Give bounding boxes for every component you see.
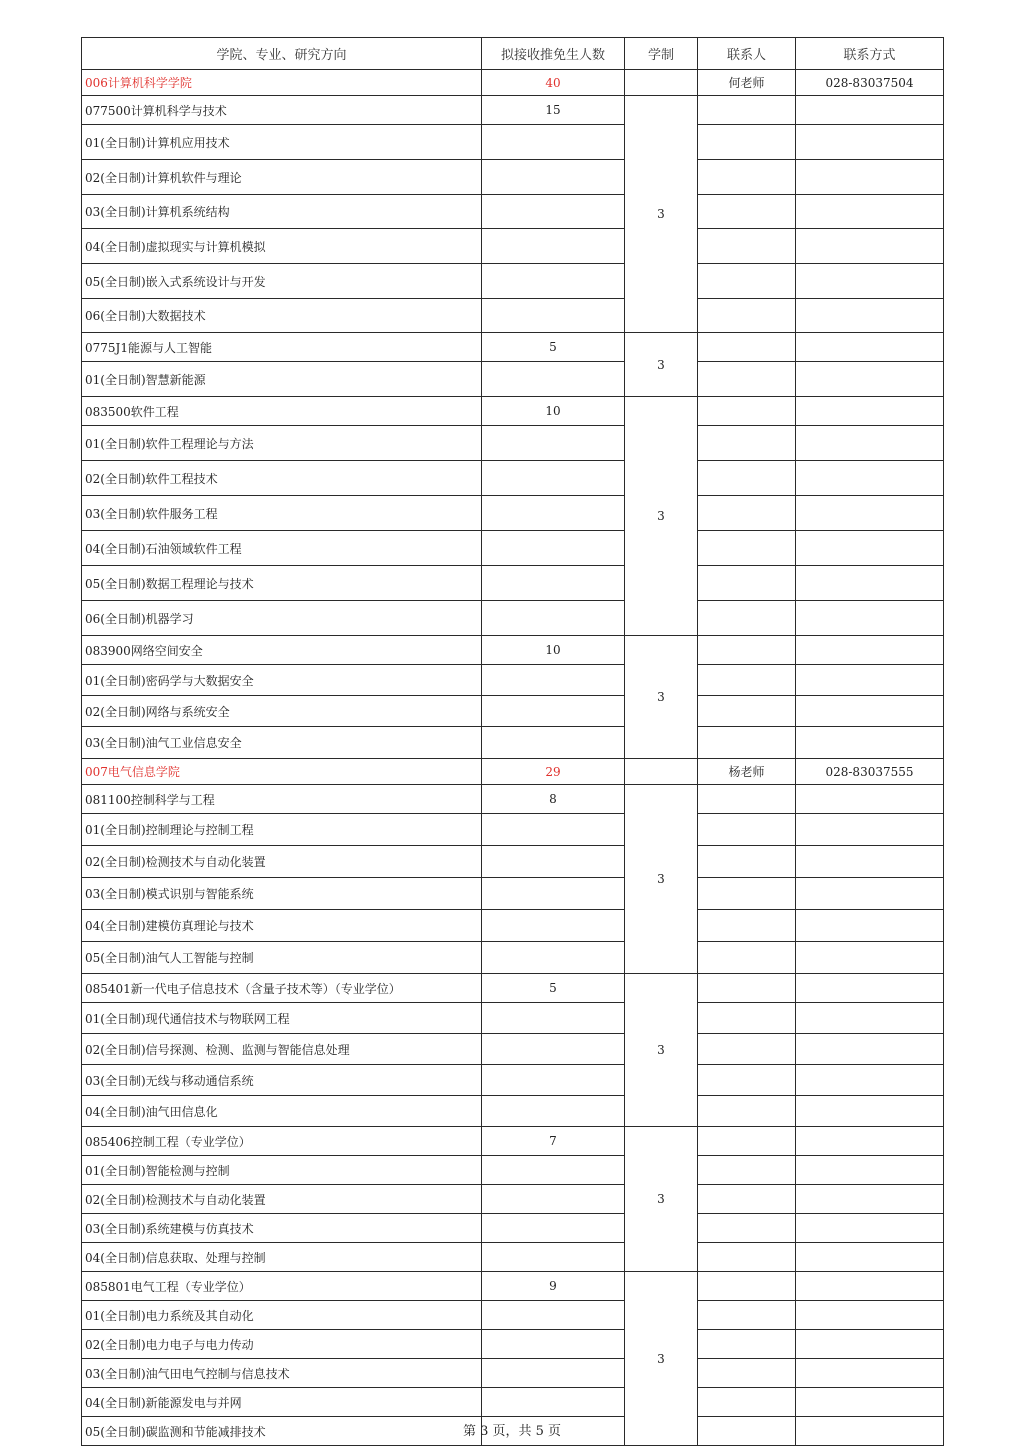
college-name: 007电气信息学院	[82, 759, 482, 785]
contact-cell	[698, 397, 796, 426]
direction-count-cell	[482, 1065, 625, 1096]
direction-name: 03(全日制)模式识别与智能系统	[82, 878, 482, 910]
phone-cell	[796, 566, 944, 601]
phone-cell	[796, 1156, 944, 1185]
direction-row	[82, 1301, 944, 1330]
contact-cell	[698, 846, 796, 878]
direction-count-cell	[482, 531, 625, 566]
direction-count-cell	[482, 264, 625, 299]
direction-name: 04(全日制)信息获取、处理与控制	[82, 1243, 482, 1272]
direction-row	[82, 426, 944, 461]
college-count: 40	[482, 70, 625, 96]
direction-row	[82, 160, 944, 195]
direction-name: 04(全日制)虚拟现实与计算机模拟	[82, 229, 482, 264]
direction-row	[82, 1156, 944, 1185]
major-count: 5	[482, 333, 625, 362]
contact-cell	[698, 496, 796, 531]
phone-cell	[796, 461, 944, 496]
direction-name: 01(全日制)智能检测与控制	[82, 1156, 482, 1185]
major-row	[82, 397, 944, 426]
phone-cell	[796, 362, 944, 397]
phone-cell	[796, 601, 944, 636]
college-phone: 028-83037504	[796, 70, 944, 96]
phone-cell	[796, 942, 944, 974]
phone-cell	[796, 397, 944, 426]
direction-name: 04(全日制)石油领域软件工程	[82, 531, 482, 566]
phone-cell	[796, 1243, 944, 1272]
major-count: 10	[482, 397, 625, 426]
direction-row	[82, 1065, 944, 1096]
phone-cell	[796, 665, 944, 696]
contact-cell	[698, 333, 796, 362]
direction-name: 03(全日制)油气工业信息安全	[82, 727, 482, 759]
contact-cell	[698, 1185, 796, 1214]
direction-row	[82, 195, 944, 229]
contact-cell	[698, 299, 796, 333]
contact-cell	[698, 461, 796, 496]
college-contact: 何老师	[698, 70, 796, 96]
direction-row	[82, 665, 944, 696]
header-recommended-count: 拟接收推免生人数	[482, 38, 625, 70]
direction-count-cell	[482, 1156, 625, 1185]
contact-cell	[698, 1243, 796, 1272]
direction-row	[82, 727, 944, 759]
contact-cell	[698, 727, 796, 759]
contact-cell	[698, 910, 796, 942]
direction-count-cell	[482, 496, 625, 531]
phone-cell	[796, 229, 944, 264]
college-name: 006计算机科学学院	[82, 70, 482, 96]
phone-cell	[796, 1096, 944, 1127]
contact-cell	[698, 566, 796, 601]
direction-row	[82, 461, 944, 496]
header-college-major: 学院、专业、研究方向	[82, 38, 482, 70]
direction-count-cell	[482, 665, 625, 696]
phone-cell	[796, 878, 944, 910]
major-years: 3	[625, 1272, 698, 1446]
phone-cell	[796, 1034, 944, 1065]
direction-row	[82, 496, 944, 531]
contact-cell	[698, 696, 796, 727]
contact-cell	[698, 1272, 796, 1301]
direction-count-cell	[482, 362, 625, 397]
direction-row	[82, 1034, 944, 1065]
direction-name: 03(全日制)软件服务工程	[82, 496, 482, 531]
phone-cell	[796, 333, 944, 362]
major-name: 077500计算机科学与技术	[82, 96, 482, 125]
contact-cell	[698, 1388, 796, 1417]
contact-cell	[698, 974, 796, 1003]
direction-row	[82, 910, 944, 942]
major-years: 3	[625, 1127, 698, 1272]
header-study-years: 学制	[625, 38, 698, 70]
contact-cell	[698, 814, 796, 846]
college-count: 29	[482, 759, 625, 785]
major-name: 085406控制工程（专业学位）	[82, 1127, 482, 1156]
phone-cell	[796, 974, 944, 1003]
phone-cell	[796, 910, 944, 942]
direction-name: 04(全日制)新能源发电与并网	[82, 1388, 482, 1417]
direction-row	[82, 362, 944, 397]
phone-cell	[796, 1185, 944, 1214]
contact-cell	[698, 665, 796, 696]
college-row	[82, 70, 944, 96]
direction-row	[82, 125, 944, 160]
direction-row	[82, 1214, 944, 1243]
major-row	[82, 96, 944, 125]
phone-cell	[796, 125, 944, 160]
phone-cell	[796, 195, 944, 229]
direction-row	[82, 1003, 944, 1034]
phone-cell	[796, 299, 944, 333]
major-years: 3	[625, 974, 698, 1127]
direction-name: 05(全日制)碳监测和节能减排技术	[82, 1417, 482, 1446]
phone-cell	[796, 696, 944, 727]
direction-row	[82, 264, 944, 299]
table-header-row	[82, 38, 944, 70]
college-years-cell	[625, 70, 698, 96]
phone-cell	[796, 1272, 944, 1301]
direction-count-cell	[482, 1301, 625, 1330]
phone-cell	[796, 96, 944, 125]
direction-name: 02(全日制)检测技术与自动化装置	[82, 846, 482, 878]
header-contact-person: 联系人	[698, 38, 796, 70]
phone-cell	[796, 1065, 944, 1096]
direction-row	[82, 814, 944, 846]
direction-row	[82, 566, 944, 601]
direction-name: 05(全日制)油气人工智能与控制	[82, 942, 482, 974]
direction-name: 03(全日制)无线与移动通信系统	[82, 1065, 482, 1096]
direction-count-cell	[482, 461, 625, 496]
direction-name: 03(全日制)系统建模与仿真技术	[82, 1214, 482, 1243]
direction-count-cell	[482, 1388, 625, 1417]
direction-count-cell	[482, 1214, 625, 1243]
major-name: 085401新一代电子信息技术（含量子技术等）（专业学位）	[82, 974, 482, 1003]
major-count: 9	[482, 1272, 625, 1301]
direction-count-cell	[482, 1096, 625, 1127]
major-years: 3	[625, 397, 698, 636]
contact-cell	[698, 1330, 796, 1359]
direction-count-cell	[482, 727, 625, 759]
major-count: 8	[482, 785, 625, 814]
contact-cell	[698, 1034, 796, 1065]
major-row	[82, 1127, 944, 1156]
contact-cell	[698, 160, 796, 195]
major-row	[82, 785, 944, 814]
phone-cell	[796, 1330, 944, 1359]
phone-cell	[796, 496, 944, 531]
direction-name: 02(全日制)软件工程技术	[82, 461, 482, 496]
direction-name: 05(全日制)数据工程理论与技术	[82, 566, 482, 601]
contact-cell	[698, 531, 796, 566]
contact-cell	[698, 601, 796, 636]
contact-cell	[698, 878, 796, 910]
direction-name: 04(全日制)油气田信息化	[82, 1096, 482, 1127]
direction-count-cell	[482, 1359, 625, 1388]
phone-cell	[796, 846, 944, 878]
direction-count-cell	[482, 814, 625, 846]
major-name: 083500软件工程	[82, 397, 482, 426]
contact-cell	[698, 426, 796, 461]
direction-count-cell	[482, 910, 625, 942]
phone-cell	[796, 1359, 944, 1388]
direction-row	[82, 942, 944, 974]
contact-cell	[698, 229, 796, 264]
direction-row	[82, 1359, 944, 1388]
phone-cell	[796, 531, 944, 566]
direction-name: 05(全日制)嵌入式系统设计与开发	[82, 264, 482, 299]
direction-row	[82, 846, 944, 878]
phone-cell	[796, 264, 944, 299]
phone-cell	[796, 636, 944, 665]
direction-row	[82, 1330, 944, 1359]
direction-row	[82, 1243, 944, 1272]
major-years: 3	[625, 96, 698, 333]
direction-name: 02(全日制)信号探测、检测、监测与智能信息处理	[82, 1034, 482, 1065]
contact-cell	[698, 785, 796, 814]
phone-cell	[796, 1214, 944, 1243]
direction-row	[82, 1185, 944, 1214]
major-name: 081100控制科学与工程	[82, 785, 482, 814]
contact-cell	[698, 942, 796, 974]
major-count: 15	[482, 96, 625, 125]
contact-cell	[698, 1065, 796, 1096]
major-years: 3	[625, 333, 698, 397]
phone-cell	[796, 426, 944, 461]
page-number-footer: 第 3 页，共 5 页	[462, 1424, 562, 1439]
contact-cell	[698, 1359, 796, 1388]
major-years: 3	[625, 785, 698, 974]
direction-count-cell	[482, 1003, 625, 1034]
direction-count-cell	[482, 426, 625, 461]
phone-cell	[796, 814, 944, 846]
table-body	[82, 70, 944, 1446]
contact-cell	[698, 264, 796, 299]
major-count: 7	[482, 1127, 625, 1156]
direction-row	[82, 1388, 944, 1417]
contact-cell	[698, 96, 796, 125]
major-row	[82, 636, 944, 665]
direction-row	[82, 601, 944, 636]
direction-count-cell	[482, 299, 625, 333]
contact-cell	[698, 1301, 796, 1330]
major-name: 085801电气工程（专业学位）	[82, 1272, 482, 1301]
direction-name: 01(全日制)密码学与大数据安全	[82, 665, 482, 696]
college-phone: 028-83037555	[796, 759, 944, 785]
phone-cell	[796, 160, 944, 195]
college-contact: 杨老师	[698, 759, 796, 785]
direction-name: 06(全日制)大数据技术	[82, 299, 482, 333]
direction-name: 02(全日制)计算机软件与理论	[82, 160, 482, 195]
direction-name: 01(全日制)计算机应用技术	[82, 125, 482, 160]
contact-cell	[698, 1127, 796, 1156]
major-row	[82, 974, 944, 1003]
direction-name: 01(全日制)控制理论与控制工程	[82, 814, 482, 846]
major-years: 3	[625, 636, 698, 759]
contact-cell	[698, 1096, 796, 1127]
phone-cell	[796, 1003, 944, 1034]
direction-count-cell	[482, 696, 625, 727]
direction-name: 01(全日制)现代通信技术与物联网工程	[82, 1003, 482, 1034]
direction-count-cell	[482, 1185, 625, 1214]
contact-cell	[698, 636, 796, 665]
major-count: 10	[482, 636, 625, 665]
direction-count-cell	[482, 878, 625, 910]
direction-row	[82, 1096, 944, 1127]
direction-name: 03(全日制)油气田电气控制与信息技术	[82, 1359, 482, 1388]
direction-name: 02(全日制)电力电子与电力传动	[82, 1330, 482, 1359]
enrollment-table	[81, 37, 944, 1446]
header-contact-phone: 联系方式	[796, 38, 944, 70]
direction-count-cell	[482, 125, 625, 160]
major-name: 083900网络空间安全	[82, 636, 482, 665]
contact-cell	[698, 362, 796, 397]
contact-cell	[698, 1003, 796, 1034]
direction-count-cell	[482, 566, 625, 601]
college-years-cell	[625, 759, 698, 785]
direction-name: 01(全日制)智慧新能源	[82, 362, 482, 397]
direction-count-cell	[482, 195, 625, 229]
phone-cell	[796, 1301, 944, 1330]
direction-name: 02(全日制)网络与系统安全	[82, 696, 482, 727]
direction-row	[82, 696, 944, 727]
direction-count-cell	[482, 1243, 625, 1272]
direction-row	[82, 229, 944, 264]
direction-name: 02(全日制)检测技术与自动化装置	[82, 1185, 482, 1214]
direction-count-cell	[482, 846, 625, 878]
phone-cell	[796, 785, 944, 814]
phone-cell	[796, 1388, 944, 1417]
contact-cell	[698, 1156, 796, 1185]
direction-count-cell	[482, 942, 625, 974]
direction-name: 01(全日制)软件工程理论与方法	[82, 426, 482, 461]
direction-name: 04(全日制)建模仿真理论与技术	[82, 910, 482, 942]
direction-name: 03(全日制)计算机系统结构	[82, 195, 482, 229]
direction-count-cell	[482, 160, 625, 195]
major-row	[82, 333, 944, 362]
direction-count-cell	[482, 601, 625, 636]
direction-row	[82, 878, 944, 910]
direction-name: 06(全日制)机器学习	[82, 601, 482, 636]
phone-cell	[796, 1127, 944, 1156]
college-row	[82, 759, 944, 785]
phone-cell	[796, 727, 944, 759]
contact-cell	[698, 195, 796, 229]
direction-count-cell	[482, 1330, 625, 1359]
direction-row	[82, 299, 944, 333]
direction-count-cell	[482, 229, 625, 264]
direction-count-cell	[482, 1034, 625, 1065]
direction-name: 01(全日制)电力系统及其自动化	[82, 1301, 482, 1330]
major-name: 0775J1能源与人工智能	[82, 333, 482, 362]
contact-cell	[698, 125, 796, 160]
major-count: 5	[482, 974, 625, 1003]
contact-cell	[698, 1214, 796, 1243]
direction-row	[82, 531, 944, 566]
major-row	[82, 1272, 944, 1301]
